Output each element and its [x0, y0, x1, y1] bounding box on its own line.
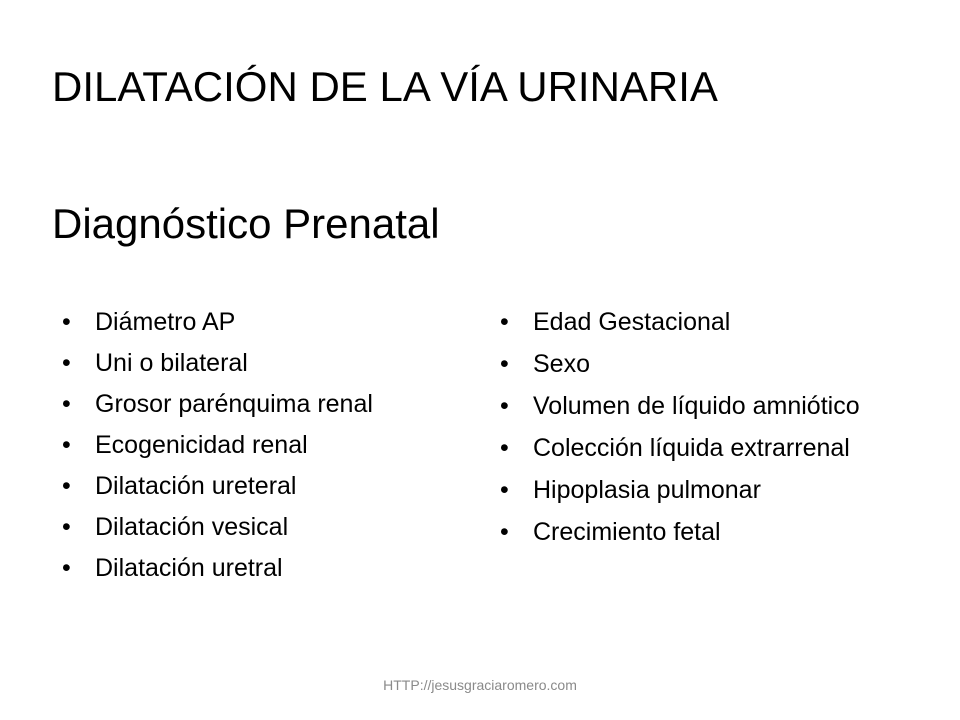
list-item: [62, 307, 482, 337]
left-bullet-list: [62, 307, 482, 594]
right-bullet-list: [500, 307, 940, 559]
list-item-text: Dilatación vesical: [95, 513, 289, 541]
bullet-icon: •: [500, 476, 509, 504]
bullet-icon: •: [62, 554, 71, 582]
footer-url: HTTP://jesusgraciaromero.com: [383, 677, 577, 693]
list-item: [500, 433, 940, 463]
list-item-text: Grosor parénquima renal: [95, 390, 373, 418]
list-item-text: Crecimiento fetal: [533, 518, 721, 546]
list-item: [62, 471, 482, 501]
list-item-text: Diámetro AP: [95, 308, 236, 336]
list-item-text: Dilatación uretral: [95, 554, 283, 582]
slide-subtitle: Diagnóstico Prenatal: [52, 200, 440, 247]
bullet-icon: •: [500, 518, 509, 546]
bullet-icon: •: [62, 349, 71, 377]
bullet-icon: •: [500, 350, 509, 378]
list-item: [500, 475, 940, 505]
list-item: [62, 553, 482, 583]
bullet-icon: •: [62, 513, 71, 541]
list-item-text: Edad Gestacional: [533, 308, 731, 336]
bullet-icon: •: [500, 434, 509, 462]
bullet-icon: •: [500, 392, 509, 420]
list-item: [500, 391, 940, 421]
list-item: [62, 348, 482, 378]
list-item: [62, 430, 482, 460]
list-item-text: Uni o bilateral: [95, 349, 248, 377]
slide-title: DILATACIÓN DE LA VÍA URINARIA: [52, 63, 718, 110]
bullet-icon: •: [62, 472, 71, 500]
list-item: [62, 389, 482, 419]
list-item: [500, 349, 940, 379]
list-item-text: Dilatación ureteral: [95, 472, 297, 500]
list-item: [500, 517, 940, 547]
list-item: [500, 307, 940, 337]
list-item-text: Volumen de líquido amniótico: [533, 392, 860, 420]
list-item: [62, 512, 482, 542]
bullet-icon: •: [62, 308, 71, 336]
bullet-icon: •: [500, 308, 509, 336]
list-item-text: Colección líquida extrarrenal: [533, 434, 850, 462]
list-item-text: Ecogenicidad renal: [95, 431, 308, 459]
list-item-text: Sexo: [533, 350, 590, 378]
list-item-text: Hipoplasia pulmonar: [533, 476, 761, 504]
bullet-icon: •: [62, 431, 71, 459]
bullet-icon: •: [62, 390, 71, 418]
